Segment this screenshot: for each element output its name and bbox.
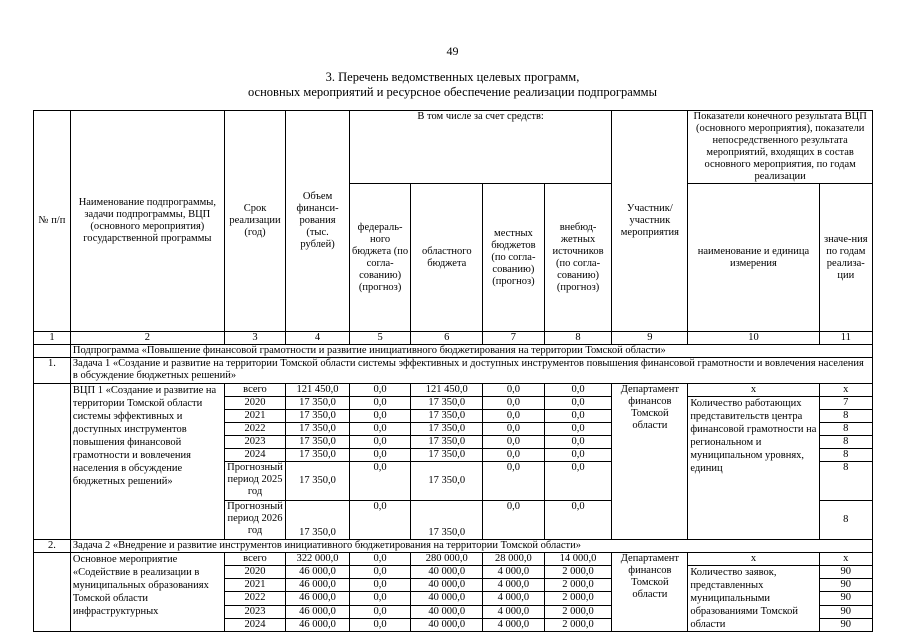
om-federal: 0,0 <box>349 605 411 618</box>
vcp1-period: 2021 <box>224 410 286 423</box>
om-extrabudget: 2 000,0 <box>544 618 612 631</box>
vcp1-federal: 0,0 <box>349 436 411 449</box>
header-participant: Участник/ участник мероприятия <box>612 111 688 332</box>
om-federal: 0,0 <box>349 618 411 631</box>
vcp1-value: х <box>819 384 872 397</box>
om-period: 2024 <box>224 618 286 631</box>
vcp1-value: 7 <box>819 397 872 410</box>
col-number: 1 <box>34 332 71 345</box>
om-value: х <box>819 553 872 566</box>
om-regional: 40 000,0 <box>411 605 483 618</box>
vcp1-total: 17 350,0 <box>286 449 350 462</box>
om-extrabudget: 2 000,0 <box>544 579 612 592</box>
vcp1-period: всего <box>224 384 286 397</box>
om-total: 322 000,0 <box>286 553 350 566</box>
header-indicator-name: наименование и единица измерения <box>688 184 819 332</box>
om-indicator-name: Количество заявок, представленных муниципальными образованиями Томской области <box>688 566 819 632</box>
om-regional: 40 000,0 <box>411 579 483 592</box>
page-title <box>0 70 905 100</box>
vcp1-extrabudget: 0,0 <box>544 449 612 462</box>
task2-number: 2. <box>34 540 71 553</box>
vcp1-extrabudget: 0,0 <box>544 501 612 540</box>
header-extrabudget: внебюд-жетных источников (по согла-сованию) (прогноз) <box>544 184 612 332</box>
om-local: 4 000,0 <box>483 605 545 618</box>
om-period: всего <box>224 553 286 566</box>
header-num: № п/п <box>34 111 71 332</box>
om-local: 4 000,0 <box>483 618 545 631</box>
vcp1-federal: 0,0 <box>349 501 411 540</box>
vcp1-total: 17 350,0 <box>286 436 350 449</box>
vcp1-extrabudget: 0,0 <box>544 384 612 397</box>
vcp1-regional: 121 450,0 <box>411 384 483 397</box>
vcp1-federal: 0,0 <box>349 423 411 436</box>
om-local: 4 000,0 <box>483 566 545 579</box>
vcp1-total: 17 350,0 <box>286 410 350 423</box>
om-extrabudget: 2 000,0 <box>544 605 612 618</box>
vcp1-regional: 17 350,0 <box>411 449 483 462</box>
vcp1-period: 2020 <box>224 397 286 410</box>
vcp1-value: 8 <box>819 410 872 423</box>
om-local: 28 000,0 <box>483 553 545 566</box>
vcp1-name: ВЦП 1 «Создание и развитие на территории Томской области системы эффективных и доступных инструментов повышения финансовой грамотности и вовлечения населения в обсуждение бюджетных решений» <box>70 384 224 540</box>
vcp1-extrabudget: 0,0 <box>544 410 612 423</box>
vcp1-local: 0,0 <box>483 384 545 397</box>
vcp1-federal: 0,0 <box>349 449 411 462</box>
page-number: 49 <box>446 44 459 58</box>
vcp1-local: 0,0 <box>483 423 545 436</box>
vcp1-local: 0,0 <box>483 410 545 423</box>
vcp1-extrabudget: 0,0 <box>544 423 612 436</box>
col-number: 11 <box>819 332 872 345</box>
col-number: 6 <box>411 332 483 345</box>
title-line-1: 3. Перечень ведомственных целевых программ, <box>325 70 580 84</box>
vcp1-period: 2023 <box>224 436 286 449</box>
col-number: 7 <box>483 332 545 345</box>
vcp1-total: 17 350,0 <box>286 423 350 436</box>
subprogram-title: Подпрограмма «Повышение финансовой грамотности и развитие инициативного бюджетирования на территории Томской области» <box>70 345 872 358</box>
vcp1-extrabudget: 0,0 <box>544 397 612 410</box>
vcp1-period: 2022 <box>224 423 286 436</box>
om-total: 46 000,0 <box>286 592 350 605</box>
om-value: 90 <box>819 579 872 592</box>
vcp1-local: 0,0 <box>483 397 545 410</box>
om-federal: 0,0 <box>349 592 411 605</box>
vcp1-federal: 0,0 <box>349 397 411 410</box>
vcp1-extrabudget: 0,0 <box>544 462 612 501</box>
header-name: Наименование подпрограммы, задачи подпрограммы, ВЦП (основного мероприятия) государственной программы <box>70 111 224 332</box>
vcp1-participant: Департамент финансов Томской области <box>612 384 688 540</box>
header-indicators-group: Показатели конечного результата ВЦП (основного мероприятия), показатели непосредственного результата мероприятий, входящих в состав основного мероприятия, по годам реализации <box>688 111 873 184</box>
vcp1-local: 0,0 <box>483 436 545 449</box>
om-extrabudget: 14 000,0 <box>544 553 612 566</box>
om-total: 46 000,0 <box>286 605 350 618</box>
vcp1-value: 8 <box>819 436 872 449</box>
om-participant: Департамент финансов Томской области <box>612 553 688 632</box>
vcp1-period: 2024 <box>224 449 286 462</box>
om-period: 2021 <box>224 579 286 592</box>
task2-title: Задача 2 «Внедрение и развитие инструментов инициативного бюджетирования на территории Томской области» <box>70 540 872 553</box>
vcp1-regional: 17 350,0 <box>411 410 483 423</box>
vcp1-regional: 17 350,0 <box>411 501 483 540</box>
om-period: 2023 <box>224 605 286 618</box>
vcp1-total: 17 350,0 <box>286 397 350 410</box>
om-value: 90 <box>819 618 872 631</box>
header-regional: областного бюджета <box>411 184 483 332</box>
vcp1-regional: 17 350,0 <box>411 462 483 501</box>
om-regional: 40 000,0 <box>411 592 483 605</box>
vcp1-period: Прогнозный период 2025 год <box>224 462 286 501</box>
vcp1-local: 0,0 <box>483 501 545 540</box>
vcp1-value: 8 <box>819 449 872 462</box>
vcp1-indicator-name: Количество работающих представительств центра финансовой грамотности на региональном и муниципальном уровнях, единиц <box>688 397 819 540</box>
om-total: 46 000,0 <box>286 618 350 631</box>
vcp1-total: 17 350,0 <box>286 501 350 540</box>
om-regional: 40 000,0 <box>411 618 483 631</box>
program-table <box>33 110 873 632</box>
col-number: 3 <box>224 332 286 345</box>
vcp1-federal: 0,0 <box>349 384 411 397</box>
vcp1-local: 0,0 <box>483 449 545 462</box>
vcp1-total: 17 350,0 <box>286 462 350 501</box>
om-federal: 0,0 <box>349 553 411 566</box>
om-total: 46 000,0 <box>286 566 350 579</box>
task1-number: 1. <box>34 358 71 384</box>
om-federal: 0,0 <box>349 579 411 592</box>
om-name: Основное мероприятие «Содействие в реализации в муниципальных образованиях Томской области инфраструктурных <box>70 553 224 632</box>
om-extrabudget: 2 000,0 <box>544 566 612 579</box>
vcp1-local: 0,0 <box>483 462 545 501</box>
om-regional: 280 000,0 <box>411 553 483 566</box>
column-numbers-row <box>34 332 873 345</box>
header-term: Срок реализации (год) <box>224 111 286 332</box>
vcp1-period: Прогнозный период 2026 год <box>224 501 286 540</box>
om-period: 2020 <box>224 566 286 579</box>
om-local: 4 000,0 <box>483 579 545 592</box>
vcp1-federal: 0,0 <box>349 462 411 501</box>
om-indicator-x: х <box>688 553 819 566</box>
col-number: 10 <box>688 332 819 345</box>
om-value: 90 <box>819 566 872 579</box>
vcp1-value: 8 <box>819 423 872 436</box>
om-period: 2022 <box>224 592 286 605</box>
vcp1-extrabudget: 0,0 <box>544 436 612 449</box>
om-value: 90 <box>819 605 872 618</box>
vcp1-total: 121 450,0 <box>286 384 350 397</box>
col-number: 2 <box>70 332 224 345</box>
header-sources-group: В том числе за счет средств: <box>349 111 612 184</box>
header-local: местных бюджетов (по согла-сованию) (прогноз) <box>483 184 545 332</box>
om-extrabudget: 2 000,0 <box>544 592 612 605</box>
vcp1-value: 8 <box>819 462 872 501</box>
vcp1-regional: 17 350,0 <box>411 397 483 410</box>
vcp1-regional: 17 350,0 <box>411 423 483 436</box>
om-regional: 40 000,0 <box>411 566 483 579</box>
om-local: 4 000,0 <box>483 592 545 605</box>
title-line-2: основных мероприятий и ресурсное обеспечение реализации подпрограммы <box>248 85 657 99</box>
om-federal: 0,0 <box>349 566 411 579</box>
vcp1-regional: 17 350,0 <box>411 436 483 449</box>
vcp1-federal: 0,0 <box>349 410 411 423</box>
header-federal: федераль-ного бюджета (по согла-сованию) (прогноз) <box>349 184 411 332</box>
header-volume: Объем финанси-рования (тыс. рублей) <box>286 111 350 332</box>
task1-title: Задача 1 «Создание и развитие на территории Томской области системы эффективных и доступных инструментов повышения финансовой грамотности и вовлечения населения в обсуждение бюджетных решений» <box>70 358 872 384</box>
header-indicator-values: значе-ния по годам реализа-ции <box>819 184 872 332</box>
col-number: 4 <box>286 332 350 345</box>
vcp1-indicator-x: х <box>688 384 819 397</box>
col-number: 9 <box>612 332 688 345</box>
om-value: 90 <box>819 592 872 605</box>
om-total: 46 000,0 <box>286 579 350 592</box>
col-number: 5 <box>349 332 411 345</box>
col-number: 8 <box>544 332 612 345</box>
vcp1-value: 8 <box>843 514 849 525</box>
